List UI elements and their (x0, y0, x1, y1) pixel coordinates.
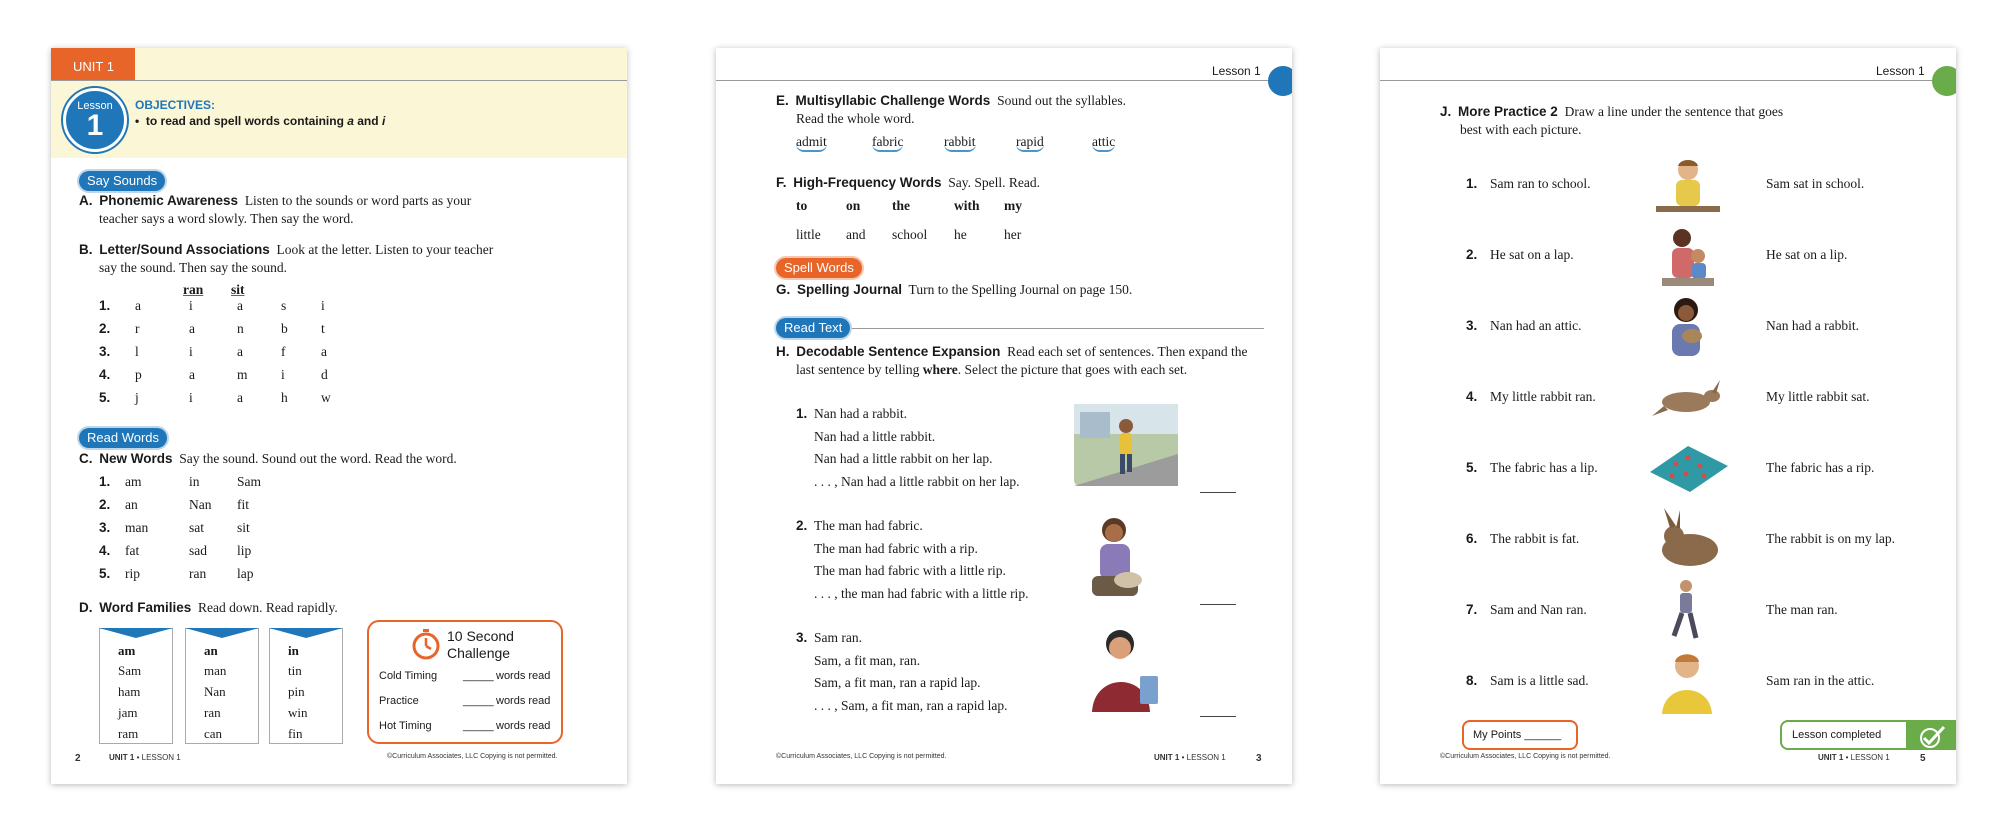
hf-word: school (892, 227, 928, 242)
workbook-page-2 (51, 48, 627, 784)
letter-cell: i (321, 298, 325, 313)
challenge-word: admit (796, 134, 827, 152)
letter-cell: a (237, 344, 243, 359)
family-word: jam (118, 705, 138, 720)
letter-cell: a (237, 298, 243, 313)
family-word: fin (288, 726, 303, 741)
letter-cell: i (189, 298, 193, 313)
choice-left[interactable]: Sam ran to school. (1490, 176, 1591, 191)
say-sounds-header: Say Sounds (79, 171, 165, 191)
lesson-number: 1 (86, 109, 104, 142)
unit-tab: UNIT 1 (51, 48, 135, 80)
choice-left[interactable]: The fabric has a lip. (1490, 460, 1598, 475)
lesson-tab: Lesson 1 (1876, 64, 1925, 78)
section-e: E. Multisyllabic Challenge Words Sound out the syllables. (776, 93, 1127, 108)
section-j: J. More Practice 2 Draw a line under the sentence that goes (1440, 104, 1784, 119)
item-number: 7. (1466, 602, 1478, 617)
sentence-line: Nan had a little rabbit on her lap. (814, 451, 993, 466)
section-a: A. Phonemic Awareness Listen to the sounds or word parts as your (79, 193, 472, 208)
letter-cell: d (321, 367, 328, 382)
lesson-completed-box[interactable] (1780, 720, 1956, 750)
challenge-title-2: Challenge (447, 645, 511, 661)
letter-cell: b (281, 321, 288, 336)
word-cell: rip (125, 566, 140, 581)
row-number: 5. (99, 390, 111, 405)
family-arrow (269, 628, 343, 638)
set-number: 1. (796, 406, 808, 421)
answer-blank[interactable] (1200, 716, 1236, 717)
lesson-tab: Lesson 1 (1212, 64, 1261, 78)
sentence-line: Sam, a fit man, ran. (814, 652, 921, 668)
item-number: 8. (1466, 673, 1478, 688)
hf-word: and (846, 227, 866, 242)
sentence-line: . . . , Nan had a little rabbit on her lap. (814, 473, 1020, 489)
timing-label: Hot Timing (379, 720, 432, 732)
fat-rabbit-picture (1650, 506, 1726, 570)
word-cell: fit (237, 497, 249, 512)
letter-cell: i (189, 390, 193, 405)
header-rule (716, 80, 1292, 81)
page-corner-dot (1268, 66, 1292, 96)
timing-suffix: words read (496, 670, 551, 682)
word-cell: ran (189, 566, 207, 581)
timing-blank: _____ (463, 695, 494, 707)
man-sewing-picture (1084, 514, 1158, 600)
letter-cell: a (189, 321, 195, 336)
section-h: H. Decodable Sentence Expansion Read each set of sentences. Then expand the (776, 344, 1248, 359)
sentence-line: The man had fabric with a rip. (814, 540, 978, 556)
timing-suffix: words read (496, 720, 551, 732)
sentence-line: . . . , Sam, a fit man, ran a rapid lap. (814, 697, 1008, 713)
my-points-label: My Points ______ (1473, 729, 1562, 741)
sentence-line: Nan had a little rabbit. (814, 428, 936, 444)
row-number: 1. (99, 298, 111, 313)
timing-suffix: words read (496, 695, 551, 707)
letter-cell: m (237, 367, 248, 382)
girl-walking-picture (1074, 404, 1178, 486)
hf-word: to (796, 198, 808, 213)
family-word: ran (204, 705, 221, 720)
hf-word: with (954, 198, 980, 213)
word-cell: lap (237, 566, 254, 581)
row-number: 2. (99, 321, 111, 336)
answer-blank[interactable] (1200, 604, 1236, 605)
item-number: 2. (1466, 247, 1478, 262)
family-head: in (288, 643, 299, 658)
footer-unit-lesson: UNIT 1 • LESSON 1 (109, 753, 181, 762)
row-number: 4. (99, 367, 111, 382)
letter-cell: r (135, 321, 140, 336)
section-j-line2: best with each picture. (1460, 122, 1582, 137)
choice-right[interactable]: Sam ran in the attic. (1766, 673, 1875, 688)
section-c: C. New Words Say the sound. Sound out the word. Read the word. (79, 451, 457, 466)
word-family-an (185, 628, 259, 744)
man-running-picture (1666, 578, 1706, 644)
sentence-line: The man had fabric with a little rip. (814, 563, 1006, 578)
choice-right[interactable]: My little rabbit sat. (1766, 389, 1870, 404)
family-word: pin (288, 684, 305, 699)
family-word: can (204, 726, 223, 741)
lesson-word: Lesson (77, 100, 113, 112)
sentence-line: The man had fabric. (814, 518, 923, 533)
letter-cell: n (237, 321, 244, 336)
word-cell: am (125, 474, 142, 489)
letter-cell: i (281, 367, 285, 382)
letter-cell: i (189, 344, 193, 359)
section-b: B. Letter/Sound Associations Look at the letter. Listen to your teacher (79, 242, 494, 257)
checkmark-icon (1918, 725, 1946, 749)
running-rabbit-picture (1650, 376, 1724, 422)
letter-cell: a (321, 344, 327, 359)
hf-word: the (892, 198, 910, 213)
word-family-am (99, 628, 173, 744)
row-number: 3. (99, 344, 111, 359)
set-number: 2. (796, 518, 808, 533)
challenge-word: rabbit (944, 134, 976, 152)
item-number: 6. (1466, 531, 1478, 546)
word-cell: sat (189, 520, 204, 535)
choice-left[interactable]: He sat on a lap. (1490, 247, 1574, 262)
answer-blank[interactable] (1200, 492, 1236, 493)
letter-cell: h (281, 390, 288, 405)
objective-item: • to read and spell words containing a and i (135, 114, 386, 128)
choice-left[interactable]: My little rabbit ran. (1490, 389, 1596, 404)
family-word: man (204, 663, 227, 678)
sentence-line: Nan had a rabbit. (814, 406, 907, 421)
key-word-ran: ran (183, 282, 204, 297)
key-word-sit: sit (231, 282, 245, 297)
choice-right[interactable]: Sam sat in school. (1766, 176, 1865, 191)
man-with-book-picture (1084, 626, 1168, 712)
hf-word: my (1004, 198, 1022, 213)
hf-word: her (1004, 227, 1022, 242)
footer-copyright: ©Curriculum Associates, LLC Copying is not permitted. (1440, 753, 1611, 760)
choice-left[interactable]: The rabbit is fat. (1490, 531, 1580, 546)
choice-right[interactable]: He sat on a lip. (1766, 247, 1848, 262)
read-text-header: Read Text (776, 318, 850, 338)
footer-page-number: 3 (1256, 753, 1262, 764)
workbook-page-5 (1380, 48, 1956, 784)
family-word: Sam (118, 663, 142, 678)
hf-word: on (846, 198, 861, 213)
choice-right[interactable]: The rabbit is on my lap. (1766, 531, 1895, 546)
ten-second-challenge-box (367, 620, 563, 744)
letter-cell: p (135, 367, 142, 382)
letter-cell: f (281, 344, 286, 359)
family-word: Nan (204, 684, 226, 699)
item-number: 5. (1466, 460, 1478, 475)
boy-writing-picture (1652, 156, 1724, 220)
section-e-line2: Read the whole word. (796, 111, 915, 126)
letter-cell: t (321, 321, 325, 336)
letter-cell: a (237, 390, 243, 405)
girl-holding-rabbit-picture (1658, 296, 1718, 362)
family-arrow (185, 628, 259, 638)
choice-right[interactable]: Nan had a rabbit. (1766, 318, 1859, 333)
letter-cell: s (281, 298, 287, 313)
choice-left[interactable]: Sam is a little sad. (1490, 673, 1589, 688)
family-word: ram (118, 726, 139, 741)
header-rule (1380, 80, 1956, 81)
footer-page-number: 2 (75, 753, 81, 764)
check-area (1906, 722, 1956, 750)
letter-cell: l (135, 344, 139, 359)
family-word: win (288, 705, 308, 720)
sad-boy-picture (1656, 648, 1718, 714)
word-cell: sit (237, 520, 250, 535)
header-rule (51, 80, 627, 81)
read-words-header: Read Words (79, 428, 167, 448)
set-number: 3. (796, 630, 808, 645)
word-cell: lip (237, 543, 252, 558)
section-b-line2: say the sound. Then say the sound. (99, 260, 287, 275)
timing-label: Cold Timing (379, 670, 438, 682)
section-a-line2: teacher says a word slowly. Then say the word. (99, 211, 354, 226)
choice-right[interactable]: The man ran. (1766, 602, 1838, 617)
footer-unit-lesson: UNIT 1 • LESSON 1 (1818, 753, 1890, 762)
challenge-word: fabric (872, 134, 903, 152)
timing-blank: _____ (463, 720, 494, 732)
word-cell: Sam (237, 474, 262, 489)
mother-child-picture (1652, 226, 1724, 290)
hf-word: he (954, 227, 967, 242)
word-cell: an (125, 497, 138, 512)
stopwatch-icon (411, 628, 441, 660)
challenge-word: rapid (1016, 134, 1044, 152)
family-head: am (118, 643, 136, 658)
family-word: tin (288, 663, 302, 678)
word-cell: in (189, 474, 200, 489)
letter-cell: j (135, 390, 139, 405)
sentence-line: Sam ran. (814, 630, 862, 645)
letter-cell: a (135, 298, 141, 313)
word-cell: sad (189, 543, 207, 558)
footer-copyright: ©Curriculum Associates, LLC Copying is not permitted. (776, 753, 947, 760)
sentence-line: . . . , the man had fabric with a little rip. (814, 585, 1029, 601)
footer-copyright: ©Curriculum Associates, LLC Copying is not permitted. (387, 753, 558, 760)
spell-words-header: Spell Words (776, 258, 862, 278)
word-cell: man (125, 520, 149, 535)
footer-page-number: 5 (1920, 753, 1926, 764)
word-family-in (269, 628, 343, 744)
word-cell: fat (125, 543, 140, 558)
timing-label: Practice (379, 695, 419, 707)
lesson-completed-label: Lesson completed (1792, 729, 1882, 741)
item-number: 1. (1466, 176, 1478, 191)
family-arrow (99, 628, 173, 638)
row-number: 2. (99, 497, 111, 512)
section-g: G. Spelling Journal Turn to the Spelling Journal on page 150. (776, 282, 1133, 297)
section-f: F. High-Frequency Words Say. Spell. Read. (776, 175, 1041, 190)
sentence-line: Sam, a fit man, ran a rapid lap. (814, 675, 981, 690)
choice-left[interactable]: Nan had an attic. (1490, 318, 1582, 333)
workbook-page-3 (716, 48, 1292, 784)
row-number: 1. (99, 474, 111, 489)
item-number: 4. (1466, 389, 1478, 404)
family-head: an (204, 643, 218, 658)
section-d: D. Word Families Read down. Read rapidly. (79, 600, 338, 615)
my-points-box[interactable] (1462, 720, 1578, 750)
row-number: 3. (99, 520, 111, 535)
challenge-word: attic (1092, 134, 1115, 152)
row-number: 4. (99, 543, 111, 558)
item-number: 3. (1466, 318, 1478, 333)
lesson-badge (63, 88, 127, 152)
footer-unit-lesson: UNIT 1 • LESSON 1 (1154, 753, 1226, 762)
choice-right[interactable]: The fabric has a rip. (1766, 460, 1875, 475)
word-cell: Nan (189, 497, 212, 512)
challenge-title-1: 10 Second (447, 628, 514, 644)
hf-word: little (796, 227, 821, 242)
family-word: ham (118, 684, 141, 699)
letter-cell: w (321, 390, 331, 405)
timing-blank: _____ (463, 670, 494, 682)
page-corner-dot (1932, 66, 1956, 96)
section-h-line2: last sentence by telling where. Select the picture that goes with each set. (796, 362, 1188, 377)
torn-fabric-picture (1642, 442, 1734, 496)
choice-left[interactable]: Sam and Nan ran. (1490, 602, 1587, 617)
letter-cell: a (189, 367, 195, 382)
objectives-title: OBJECTIVES: (135, 98, 216, 112)
row-number: 5. (99, 566, 111, 581)
